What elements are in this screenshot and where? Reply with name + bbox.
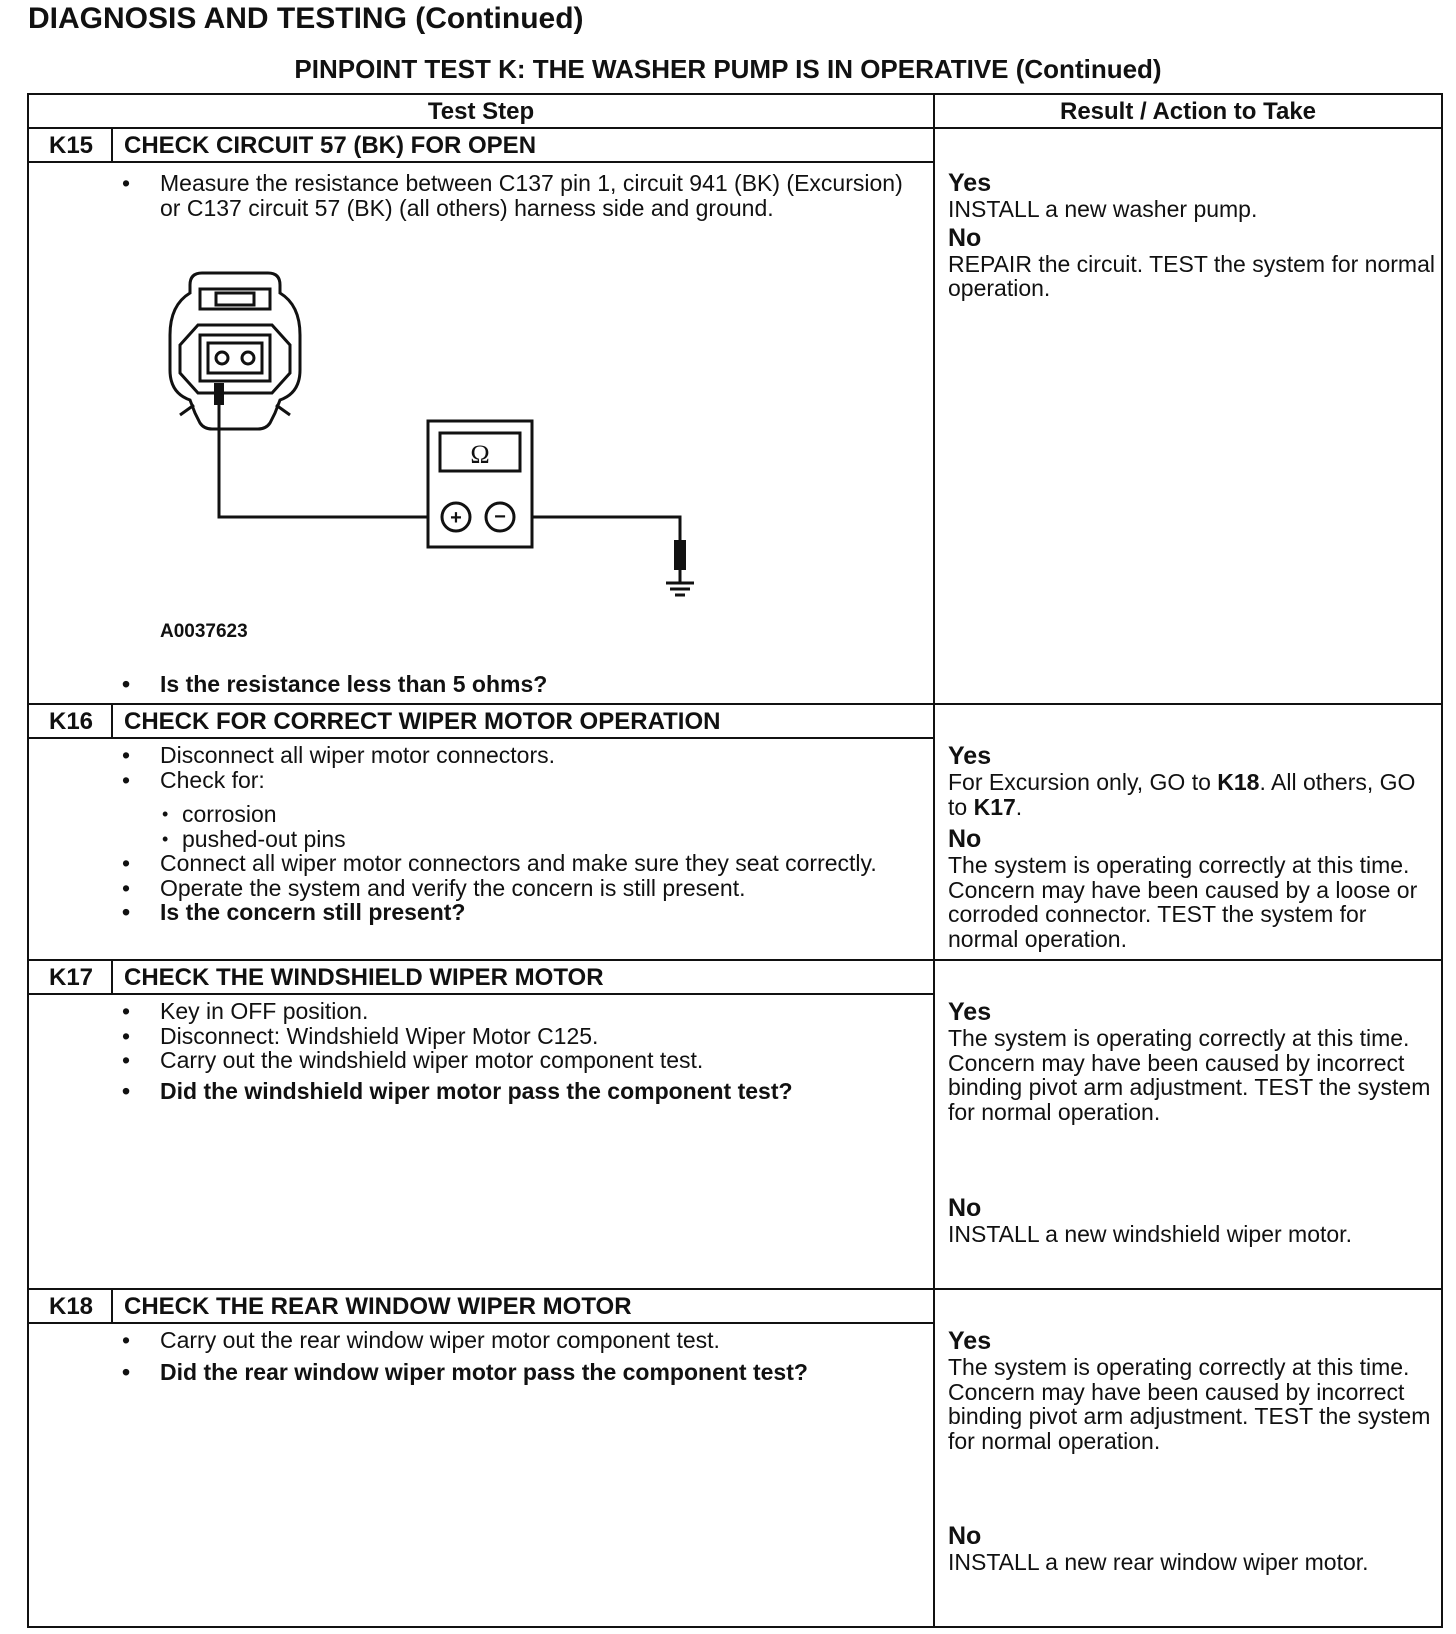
minus-label: − [494, 506, 506, 528]
multimeter-icon [428, 421, 532, 547]
meter-display-ohm: Ω [470, 440, 490, 469]
step-id-k15: K15 [48, 132, 94, 159]
result-k15 [948, 170, 1438, 301]
step-title-k16: CHECK FOR CORRECT WIPER MOTOR OPERATION [124, 708, 721, 735]
connector-c137-icon [170, 273, 300, 429]
step-k18-instructions [120, 1328, 920, 1384]
page-title: DIAGNOSIS AND TESTING (Continued) [28, 2, 584, 35]
result-yes-label: Yes [948, 1327, 992, 1355]
step-id-k18: K18 [48, 1293, 94, 1320]
list-item: • Connect all wiper motor connectors and make sure they seat correctly. [120, 851, 920, 876]
result-k18 [948, 1328, 1438, 1575]
step-reference-k18[interactable]: K18 [1217, 769, 1260, 795]
result-yes-text-part: . [1015, 793, 1023, 820]
list-item: • Measure the resistance between C137 pin 1, circuit 941 (BK) (Excursion) or C137 circuit 57 (BK) (all others) harness side and ground. [120, 171, 920, 220]
meter-lead-negative [518, 517, 680, 555]
step-title-k18: CHECK THE REAR WINDOW WIPER MOTOR [124, 1293, 632, 1320]
list-item: • Carry out the rear window wiper motor component test. [120, 1328, 920, 1353]
list-item: • Disconnect all wiper motor connectors. [120, 743, 920, 768]
connector-meter-diagram [150, 265, 750, 625]
step-k16-instructions [120, 743, 920, 925]
table-title: PINPOINT TEST K: THE WASHER PUMP IS IN OPERATIVE (Continued) [294, 54, 1162, 84]
result-yes-text [948, 770, 1438, 819]
list-item: • Did the rear window wiper motor pass the component test? [120, 1360, 920, 1385]
step-k15-instructions [120, 171, 920, 220]
ground-probe-icon [666, 540, 694, 595]
list-subitem: • corrosion [120, 802, 920, 827]
list-item: • Did the windshield wiper motor pass the component test? [120, 1079, 920, 1104]
step-title-k15: CHECK CIRCUIT 57 (BK) FOR OPEN [124, 132, 537, 159]
result-k16 [948, 743, 1438, 951]
result-yes-text-part: . All others, GO to [948, 769, 1416, 820]
probe-tip [214, 383, 224, 405]
plus-label: + [450, 507, 462, 529]
result-yes-label: Yes [948, 742, 992, 770]
result-yes-text: The system is operating correctly at this time. Concern may have been caused by incorrect binding pivot arm adjustment. TEST the system for normal operation. [948, 1025, 1431, 1125]
list-item: • Is the concern still present? [120, 900, 920, 925]
result-no-text: INSTALL a new rear window wiper motor. [948, 1549, 1369, 1575]
list-item: • Disconnect: Windshield Wiper Motor C125. [120, 1024, 920, 1049]
result-no-text: The system is operating correctly at this time. Concern may have been caused by a loose or corroded connector. TEST the system for normal operation. [948, 852, 1418, 952]
step-id-k16: K16 [48, 708, 94, 735]
meter-lead-positive [219, 405, 438, 517]
result-yes-text: The system is operating correctly at this time. Concern may have been caused by incorrect binding pivot arm adjustment. TEST the system for normal operation. [948, 1354, 1431, 1454]
step-k15-question [120, 672, 920, 697]
result-no-label: No [948, 223, 982, 252]
step-reference-k17[interactable]: K17 [973, 793, 1016, 820]
step-k17-instructions [120, 999, 920, 1103]
result-no-label: No [948, 1194, 982, 1222]
step-id-k17: K17 [48, 964, 94, 991]
result-no-text: REPAIR the circuit. TEST the system for normal operation. [948, 250, 1435, 301]
figure-id: A0037623 [160, 621, 248, 642]
result-no-text: INSTALL a new windshield wiper motor. [948, 1221, 1352, 1247]
column-header-result: Result / Action to Take [1059, 98, 1317, 125]
result-yes-label: Yes [948, 998, 992, 1026]
list-item: • Check for: [120, 768, 920, 793]
result-yes-label: Yes [948, 169, 992, 197]
list-subitem: • pushed-out pins [120, 827, 920, 852]
list-item: • Carry out the windshield wiper motor component test. [120, 1048, 920, 1073]
list-item: • Key in OFF position. [120, 999, 920, 1024]
column-header-test-step: Test Step [427, 98, 535, 125]
result-yes-text-part: For Excursion only, GO to [948, 769, 1218, 795]
list-item: • Is the resistance less than 5 ohms? [120, 672, 920, 697]
result-yes-text: INSTALL a new washer pump. [948, 196, 1258, 222]
result-k17 [948, 999, 1438, 1247]
result-no-label: No [948, 1522, 982, 1550]
column-divider [933, 93, 935, 1628]
list-item: • Operate the system and verify the concern is still present. [120, 876, 920, 901]
result-no-label: No [948, 825, 982, 853]
step-title-k17: CHECK THE WINDSHIELD WIPER MOTOR [124, 964, 604, 991]
